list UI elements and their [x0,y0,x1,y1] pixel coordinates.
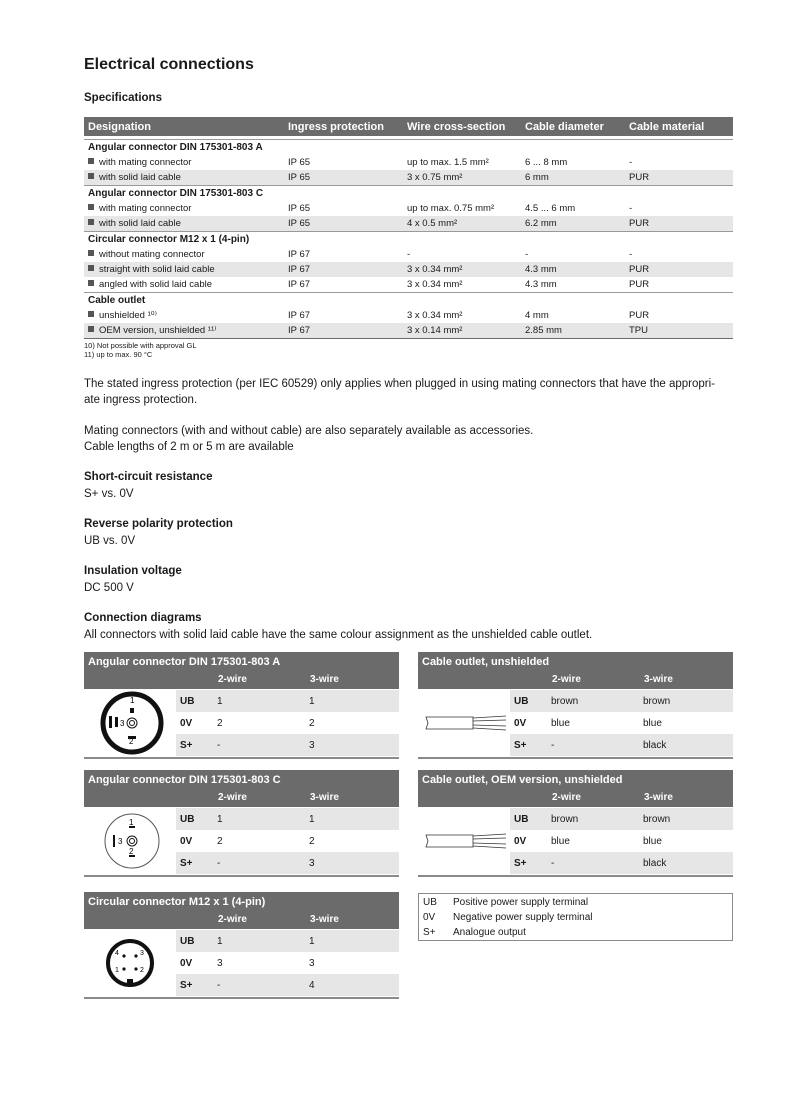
pin-label: 2 [140,967,144,974]
pin-label: 3 [120,719,125,728]
col-diameter: Cable diameter [525,120,604,133]
col-3wire: 3-wire [310,792,339,803]
designation: angled with solid laid cable [99,279,213,290]
legend-key: 0V [423,912,436,923]
ingress: IP 67 [288,279,311,290]
diagram-title: Angular connector DIN 175301-803 C [84,770,399,789]
designation: without mating connector [99,249,205,260]
table-row [510,830,733,852]
value-3wire: brown [643,813,671,825]
value-3wire: 3 [309,739,315,751]
bullet-square-icon [88,265,94,271]
designation: with solid laid cable [99,218,181,229]
table-row [84,308,733,323]
value-2wire: - [551,739,555,751]
legend-item [423,925,526,940]
value-2wire: blue [551,835,570,847]
diameter: 2.85 mm [525,325,562,336]
table-row [84,155,733,170]
legend-text: Positive power supply terminal [453,897,589,908]
value-3wire: 4 [309,979,315,991]
legend-text: Analogue output [453,927,526,938]
col-2wire: 2-wire [552,792,581,803]
cable-icon [418,807,510,875]
reverse-polarity-value: UB vs. 0V [84,535,136,547]
diagram-cable-outlet-oem [418,770,733,877]
value-3wire: 2 [309,835,315,847]
table-row [176,930,399,952]
bullet-square-icon [88,250,94,256]
col-3wire: 3-wire [310,674,339,685]
value-2wire: - [217,857,221,869]
table-row [176,712,399,734]
diagram-title: Cable outlet, OEM version, unshielded [418,770,733,789]
diameter: 4.3 mm [525,264,557,275]
col-2wire: 2-wire [218,914,247,925]
table-row [176,852,399,874]
din-a-connector-icon [84,689,176,757]
designation: straight with solid laid cable [99,264,215,275]
cable-icon [418,689,510,757]
m12-connector-icon [84,929,176,997]
bullet-square-icon [88,204,94,210]
signal-label: UB [180,935,195,947]
diagram-din-a [84,652,399,759]
value-2wire: - [551,857,555,869]
mating-paragraph-line2: Cable lengths of 2 m or 5 m are available [84,441,294,453]
ingress: IP 67 [288,264,311,275]
material: PUR [629,279,650,290]
table-row [84,170,733,185]
diameter: 6 mm [525,172,549,183]
bullet-square-icon [88,280,94,286]
value-2wire: blue [551,717,570,729]
wire: up to max. 1.5 mm² [407,157,489,168]
table-row [510,734,733,756]
value-3wire: black [643,857,667,869]
table-row [84,323,733,339]
table-row [84,262,733,277]
wire: up to max. 0.75 mm² [407,203,495,214]
group-title: Cable outlet [84,292,733,308]
col-2wire: 2-wire [552,674,581,685]
footnote-11: 11) up to max. 90 °C [84,350,153,359]
diagram-m12 [84,892,399,999]
insulation-value: DC 500 V [84,582,134,594]
diameter: 6.2 mm [525,218,557,229]
table-row [510,808,733,830]
pin-label: 3 [140,950,144,957]
bullet-square-icon [88,173,94,179]
table-row [176,734,399,756]
signal-label: S+ [514,739,527,751]
ingress: IP 67 [288,249,311,260]
bullet-square-icon [88,311,94,317]
page-title: Electrical connections [84,56,254,73]
specifications-heading: Specifications [84,92,162,104]
value-2wire: 3 [217,957,223,969]
signal-label: UB [514,695,529,707]
col-2wire: 2-wire [218,792,247,803]
table-row [176,952,399,974]
diagram-title: Cable outlet, unshielded [418,652,733,671]
signal-label: 0V [180,957,193,969]
designation: OEM version, unshielded ¹¹⁾ [99,325,217,336]
designation: with solid laid cable [99,172,181,183]
col-ingress: Ingress protection [288,120,384,133]
material: - [629,249,633,260]
diagram-column-header [418,789,733,807]
group-title: Angular connector DIN 175301-803 A [84,139,733,155]
pin-label: 2 [129,737,134,746]
value-3wire: 1 [309,935,315,947]
specifications-table [84,117,733,339]
group-title: Circular connector M12 x 1 (4-pin) [84,231,733,247]
diameter: 4.5 ... 6 mm [525,203,576,214]
diagrams-heading: Connection diagrams [84,612,202,624]
table-row [176,808,399,830]
designation: unshielded ¹⁰⁾ [99,310,157,321]
table-row [510,852,733,874]
signal-label: S+ [180,857,193,869]
ingress: IP 67 [288,325,311,336]
value-3wire: 3 [309,857,315,869]
diagram-column-header [84,789,399,807]
bullet-square-icon [88,158,94,164]
pin-label: 2 [129,847,134,856]
col-designation: Designation [88,120,151,133]
value-3wire: blue [643,835,662,847]
mating-paragraph-line1: Mating connectors (with and without cable) are also separately available as accessories. [84,425,534,437]
diagram-column-header [84,671,399,689]
wire: - [407,249,411,260]
signal-label: UB [180,813,195,825]
value-2wire: 1 [217,695,223,707]
value-2wire: - [217,739,221,751]
value-2wire: - [217,979,221,991]
legend-key: UB [423,897,437,908]
pin-label: 3 [118,837,123,846]
wire: 3 x 0.34 mm² [407,279,463,290]
signal-label: 0V [514,717,527,729]
din-c-connector-icon [84,807,176,875]
ingress-paragraph: The stated ingress protection (per IEC 60529) only applies when plugged in using mating connectors that have the appropri- ate ingress protection. [84,378,715,406]
signal-label: S+ [180,739,193,751]
material: TPU [629,325,648,336]
diagram-din-c [84,770,399,877]
col-3wire: 3-wire [310,914,339,925]
ingress: IP 65 [288,172,311,183]
value-2wire: brown [551,695,579,707]
diagram-column-header [84,911,399,929]
table-row [510,712,733,734]
short-circuit-heading: Short-circuit resistance [84,471,213,483]
bullet-square-icon [88,219,94,225]
diameter: 4 mm [525,310,549,321]
col-wire: Wire cross-section [407,120,506,133]
value-3wire: 3 [309,957,315,969]
legend-text: Negative power supply terminal [453,912,593,923]
group-title: Angular connector DIN 175301-803 C [84,185,733,201]
material: - [629,203,633,214]
signal-label: S+ [180,979,193,991]
ingress: IP 65 [288,218,311,229]
footnote-10: 10) Not possible with approval GL [84,341,197,350]
legend-box [418,893,733,941]
col-3wire: 3-wire [644,674,673,685]
table-row [176,690,399,712]
table-row [84,247,733,262]
ingress: IP 67 [288,310,311,321]
value-3wire: brown [643,695,671,707]
material: - [629,157,633,168]
table-row [176,830,399,852]
legend-item [423,895,588,910]
wire: 3 x 0.75 mm² [407,172,463,183]
table-row [510,690,733,712]
signal-label: UB [514,813,529,825]
pin-label: 4 [115,950,119,957]
diameter: 6 ... 8 mm [525,157,568,168]
table-row [84,216,733,231]
pin-label: 1 [129,818,134,827]
signal-label: UB [180,695,195,707]
legend-key: S+ [423,927,436,938]
wire: 3 x 0.34 mm² [407,264,463,275]
value-3wire: 1 [309,695,315,707]
value-3wire: 2 [309,717,315,729]
value-2wire: 2 [217,717,223,729]
signal-label: 0V [180,835,193,847]
bullet-square-icon [88,326,94,332]
diagrams-intro: All connectors with solid laid cable have the same colour assignment as the unshielded cable outlet. [84,629,593,641]
signal-label: 0V [180,717,193,729]
reverse-polarity-heading: Reverse polarity protection [84,518,233,530]
material: PUR [629,264,650,275]
col-3wire: 3-wire [644,792,673,803]
wire: 3 x 0.14 mm² [407,325,463,336]
diameter: 4.3 mm [525,279,557,290]
value-2wire: brown [551,813,579,825]
wire: 4 x 0.5 mm² [407,218,458,229]
wire: 3 x 0.34 mm² [407,310,463,321]
designation: with mating connector [99,157,192,168]
ingress: IP 65 [288,203,311,214]
spec-table-header [84,117,733,136]
value-3wire: black [643,739,667,751]
col-material: Cable material [629,120,705,133]
pin-label: 1 [115,967,119,974]
value-3wire: blue [643,717,662,729]
designation: with mating connector [99,203,192,214]
material: PUR [629,310,650,321]
table-row [84,277,733,292]
value-2wire: 2 [217,835,223,847]
short-circuit-value: S+ vs. 0V [84,488,134,500]
table-row [176,974,399,996]
material: PUR [629,172,650,183]
signal-label: S+ [514,857,527,869]
material: PUR [629,218,650,229]
diagram-title: Angular connector DIN 175301-803 A [84,652,399,671]
value-2wire: 1 [217,935,223,947]
insulation-heading: Insulation voltage [84,565,182,577]
legend-item [423,910,593,925]
value-3wire: 1 [309,813,315,825]
diameter: - [525,249,529,260]
ingress: IP 65 [288,157,311,168]
table-row [84,201,733,216]
diagram-column-header [418,671,733,689]
pin-label: 1 [130,696,135,705]
signal-label: 0V [514,835,527,847]
diagram-cable-outlet [418,652,733,759]
value-2wire: 1 [217,813,223,825]
diagram-title: Circular connector M12 x 1 (4-pin) [84,892,399,911]
col-2wire: 2-wire [218,674,247,685]
